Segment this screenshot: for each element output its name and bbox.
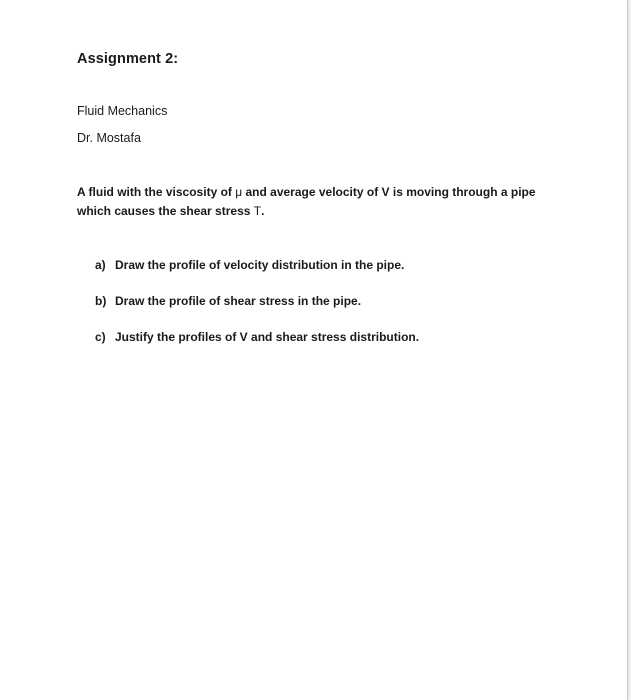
problem-text-part: which causes the shear stress xyxy=(77,204,254,218)
problem-text-part: and average velocity of V is moving through a pipe xyxy=(242,185,536,199)
problem-text-part: A fluid with the viscosity of xyxy=(77,185,236,199)
question-letter: a) xyxy=(95,258,106,272)
tau-symbol: T xyxy=(253,204,262,218)
question-text: Justify the profiles of V and shear stress distribution. xyxy=(115,330,420,344)
question-item xyxy=(95,258,419,276)
mu-symbol: μ xyxy=(235,185,243,199)
question-list xyxy=(95,258,419,366)
instructor-name: Dr. Mostafa xyxy=(77,131,141,145)
assignment-title: Assignment 2: xyxy=(77,51,179,67)
question-letter: c) xyxy=(95,330,106,344)
course-name: Fluid Mechanics xyxy=(77,104,168,118)
question-letter: b) xyxy=(95,294,107,308)
question-item xyxy=(95,330,419,348)
question-text: Draw the profile of velocity distribution in the pipe. xyxy=(115,258,405,272)
problem-statement xyxy=(77,183,557,221)
question-item xyxy=(95,294,419,312)
problem-text-part: . xyxy=(261,204,265,218)
question-text: Draw the profile of shear stress in the pipe. xyxy=(115,294,362,308)
